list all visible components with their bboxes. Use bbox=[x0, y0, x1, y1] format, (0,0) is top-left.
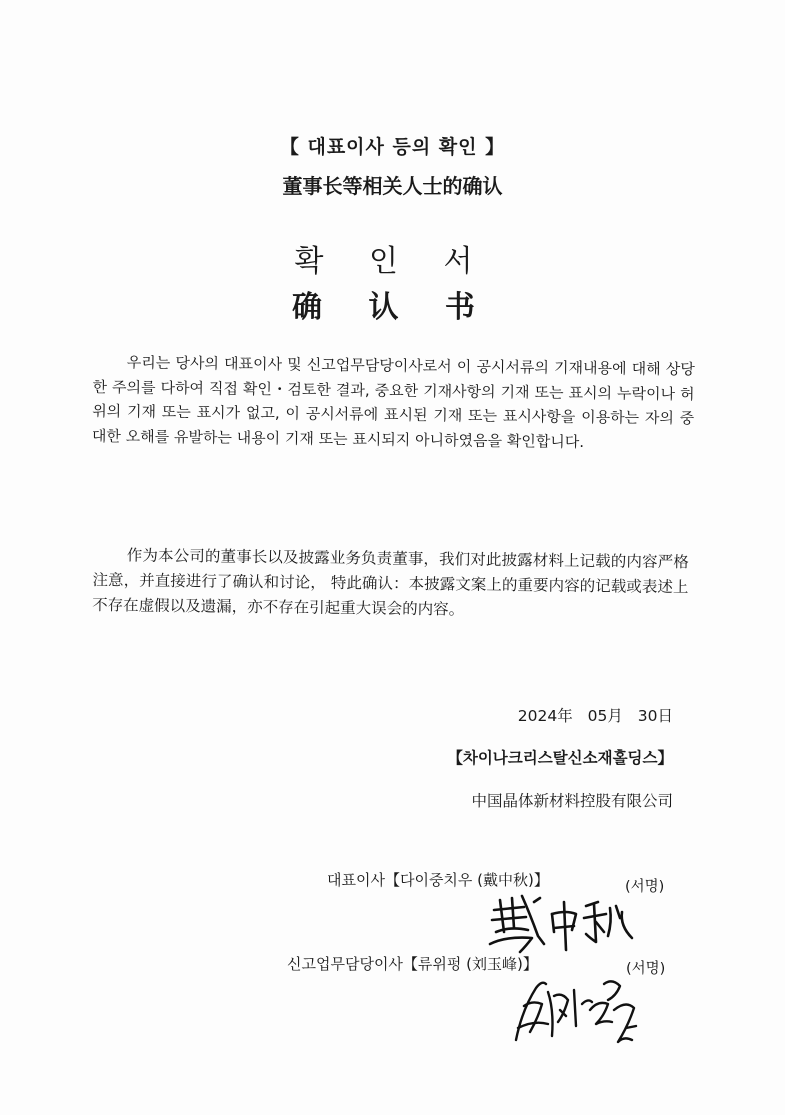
confirmation-paragraph-chinese: 作为本公司的董事长以及披露业务负责董事，我们对此披露材料上记载的内容严格注意，并直接进行了确认和讨论， 特此确认：本披露文案上的重要内容的记载或表述上不存在虚假以及遗漏，亦不存在引起重大误会的内容。 bbox=[92, 546, 689, 619]
disclosure-officer-handwritten-signature bbox=[508, 970, 648, 1050]
document-title-korean: 확 인 서 bbox=[294, 244, 491, 279]
representative-director-line: 대표이사【다이중치우 (戴中秋)】 bbox=[327, 871, 549, 889]
document-date: 2024年 05月 30日 bbox=[517, 707, 673, 725]
header-title-chinese: 董事长等相关人士的确认 bbox=[282, 174, 503, 198]
representative-handwritten-signature bbox=[486, 892, 636, 954]
disclosure-officer-line: 신고업무담당이사【류위펑 (刘玉峰)】 bbox=[287, 955, 538, 973]
confirmation-paragraph-korean: 우리는 당사의 대표이사 및 신고업무담당이사로서 이 공시서류의 기재내용에 대해 상당한 주의를 다하여 직접 확인・검토한 결과, 중요한 기재사항의 기재 또는 표시의 누락이나 허위의 기재 또는 표시가 없고, 이 공시서류에 표시된 기재 또는 표시사항을 이용하는 자의 중대한 오해를 유발하는 내용이 기재 또는 표시되지 아니하였음을 확인합니다. bbox=[91, 353, 695, 451]
document-title-chinese: 确 认 书 bbox=[292, 290, 493, 325]
company-name-chinese: 中国晶体新材料控股有限公司 bbox=[471, 792, 673, 810]
disclosure-officer-signature-label: (서명) bbox=[626, 961, 666, 977]
header-title-korean: 【 대표이사 등의 확인 】 bbox=[279, 136, 506, 158]
representative-signature-label: (서명) bbox=[625, 879, 665, 895]
company-name-korean: 【차이나크리스탈신소재홀딩스】 bbox=[447, 749, 673, 767]
